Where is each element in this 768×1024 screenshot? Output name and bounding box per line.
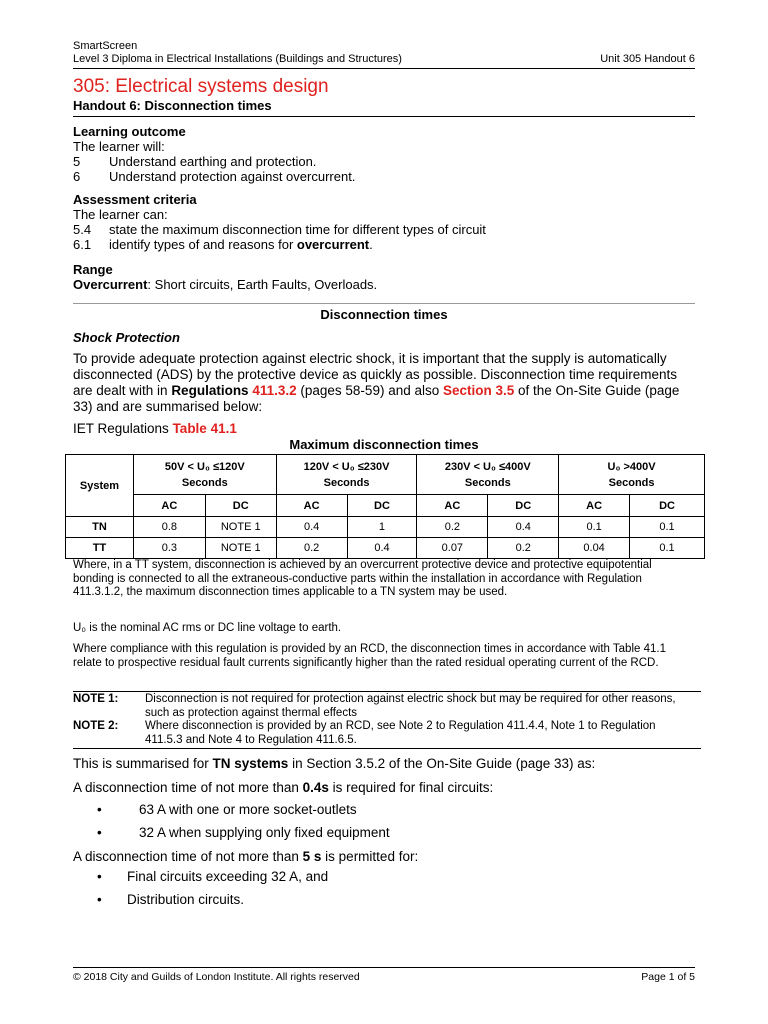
time-cell: 0.4 bbox=[347, 538, 417, 559]
header-org: SmartScreen bbox=[73, 40, 138, 52]
time-cell: 0.04 bbox=[559, 538, 630, 559]
voltage-group-header: U₀ >400V Seconds bbox=[559, 455, 705, 495]
time-cell: NOTE 1 bbox=[205, 538, 276, 559]
time-cell: 0.07 bbox=[417, 538, 488, 559]
list-item: • Final circuits exceeding 32 A, and bbox=[97, 869, 329, 884]
outcome-item: 6 Understand protection against overcurrent. bbox=[73, 169, 356, 184]
ac-dc-header: DC bbox=[347, 495, 417, 517]
time-cell: 0.4 bbox=[488, 517, 559, 538]
note-item: NOTE 1: Disconnection is not required for protection against electric shock but may be required for other reasons, such as protection against thermal effects bbox=[73, 693, 676, 719]
ac-dc-header: AC bbox=[276, 495, 347, 517]
time-cell: 0.4 bbox=[276, 517, 347, 538]
range-text: Overcurrent: Short circuits, Earth Faults, Overloads. bbox=[73, 277, 378, 292]
assessment-section bbox=[73, 184, 695, 252]
notes-rule bbox=[73, 691, 701, 692]
tt-system-note: Where, in a TT system, disconnection is achieved by an overcurrent protective device and protective equipotential bonding is connected to all the extraneous-conductive parts within the installation in accordance with Regulation 411.3.1.2, the maximum disconnection times applicable to a TN system may be used. bbox=[73, 559, 652, 598]
notes-rule-bottom bbox=[73, 748, 701, 749]
footer-rule bbox=[73, 967, 695, 968]
system-cell: TT bbox=[66, 538, 134, 559]
time-cell: 0.2 bbox=[276, 538, 347, 559]
learning-outcome-heading: Learning outcome bbox=[73, 124, 186, 139]
note-item: NOTE 2: Where disconnection is provided by an RCD, see Note 2 to Regulation 411.4.4, Note 1 to Regulation 411.5.3 and Note 4 to Regulation 411.6.5. bbox=[73, 720, 656, 746]
page-subtitle: Handout 6: Disconnection times bbox=[73, 98, 272, 113]
page-footer bbox=[73, 967, 695, 983]
time-cell: 0.2 bbox=[417, 517, 488, 538]
iet-table-reference: IET Regulations Table 41.1 bbox=[73, 421, 237, 436]
voltage-group-header: 50V < U₀ ≤120V Seconds bbox=[133, 455, 276, 495]
time-cell: 1 bbox=[347, 517, 417, 538]
shock-protection-heading: Shock Protection bbox=[73, 330, 180, 345]
criteria-item: 6.1 identify types of and reasons for overcurrent. bbox=[73, 237, 373, 252]
page-title: 305: Electrical systems design bbox=[73, 76, 329, 97]
header-unit: Unit 305 Handout 6 bbox=[600, 53, 695, 65]
permitted-line: A disconnection time of not more than 5 s is permitted for: bbox=[73, 849, 419, 864]
list-item: • Distribution circuits. bbox=[97, 892, 245, 907]
table-title: Maximum disconnection times bbox=[289, 437, 479, 452]
disconnection-times-table bbox=[65, 454, 705, 559]
learning-outcome-intro: The learner will: bbox=[73, 139, 165, 154]
time-cell: 0.8 bbox=[133, 517, 205, 538]
ac-dc-header: AC bbox=[417, 495, 488, 517]
u0-note: U₀ is the nominal AC rms or DC line voltage to earth. bbox=[73, 622, 342, 634]
range-section bbox=[73, 254, 695, 292]
list-item: • 32 A when supplying only fixed equipment bbox=[97, 825, 390, 840]
assessment-heading: Assessment criteria bbox=[73, 192, 197, 207]
time-cell: NOTE 1 bbox=[205, 517, 276, 538]
rcd-note: Where compliance with this regulation is provided by an RCD, the disconnection times in accordance with Table 41.1 relate to prospective residual fault currents significantly higher than the rated residual operating current of the RCD. bbox=[73, 643, 666, 669]
ac-dc-header: AC bbox=[133, 495, 205, 517]
voltage-group-header: 120V < U₀ ≤230V Seconds bbox=[276, 455, 417, 495]
table-row bbox=[66, 517, 705, 538]
section-divider bbox=[73, 303, 695, 304]
time-cell: 0.2 bbox=[488, 538, 559, 559]
notes-block bbox=[73, 693, 695, 747]
footer-copyright: © 2018 City and Guilds of London Institute. All rights reserved bbox=[73, 971, 360, 983]
section-title: Disconnection times bbox=[320, 307, 448, 322]
intro-paragraph: To provide adequate protection against electric shock, it is important that the supply is automatically disconnected (ADS) by the protective device as quickly as possible. Disconnection time requirements are dealt with in Regulations 411.3.2 (pages 58-59) and also Section 3.5 of the On-Site Guide (page 33) and are summarised below: bbox=[73, 351, 680, 414]
system-cell: TN bbox=[66, 517, 134, 538]
range-heading: Range bbox=[73, 262, 113, 277]
ac-dc-header: AC bbox=[559, 495, 630, 517]
page-header bbox=[73, 40, 695, 69]
learning-outcome-section bbox=[73, 116, 695, 184]
outcome-item: 5 Understand earthing and protection. bbox=[73, 154, 317, 169]
time-cell: 0.3 bbox=[133, 538, 205, 559]
footer-page-number: Page 1 of 5 bbox=[641, 971, 695, 983]
system-header: System bbox=[66, 455, 134, 517]
table-row bbox=[66, 538, 705, 559]
list-item: • 63 A with one or more socket-outlets bbox=[97, 802, 357, 817]
header-course: Level 3 Diploma in Electrical Installations (Buildings and Structures) bbox=[73, 53, 402, 65]
ac-dc-header: DC bbox=[205, 495, 276, 517]
ac-dc-header: DC bbox=[488, 495, 559, 517]
voltage-group-header: 230V < U₀ ≤400V Seconds bbox=[417, 455, 559, 495]
assessment-intro: The learner can: bbox=[73, 207, 168, 222]
time-cell: 0.1 bbox=[630, 517, 705, 538]
criteria-item: 5.4 state the maximum disconnection time for different types of circuit bbox=[73, 222, 486, 237]
time-cell: 0.1 bbox=[630, 538, 705, 559]
final-circuits-line: A disconnection time of not more than 0.4s is required for final circuits: bbox=[73, 780, 494, 795]
ac-dc-header: DC bbox=[630, 495, 705, 517]
time-cell: 0.1 bbox=[559, 517, 630, 538]
summary-line: This is summarised for TN systems in Section 3.5.2 of the On-Site Guide (page 33) as: bbox=[73, 756, 596, 771]
